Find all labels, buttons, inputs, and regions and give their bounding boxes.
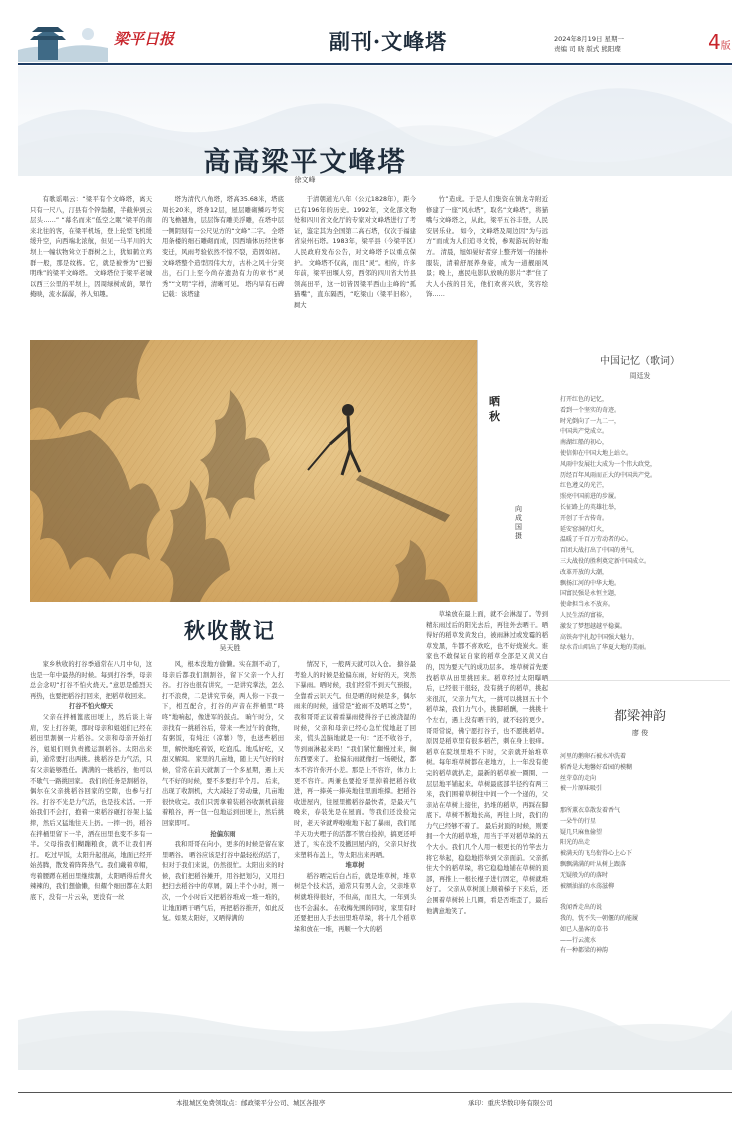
poem-line: 我闻香走出的说 <box>560 904 603 912</box>
poem-line: 使信仰在中国大地上站立。 <box>560 449 633 457</box>
page-number-value: 4 <box>708 30 721 54</box>
landscape-decoration-bottom <box>18 960 732 1070</box>
poem-line: 绿水青山唱出了华夏大地的美丽。 <box>560 644 651 652</box>
poem-line: 我的，恍不失一朝偃的的能履 <box>560 914 639 922</box>
poem-line: 丝芽草的走向 <box>560 774 597 782</box>
poem-line: 开创了千古传奇。 <box>560 514 609 522</box>
article1-column-4 <box>426 195 548 301</box>
poem-line: 被一片原味吸引 <box>560 785 603 793</box>
footer-printer: 承印：重庆华数印务有限公司 <box>468 1099 553 1107</box>
article1-text-4: 竹”造成。于是人们集资在镇龙寺附近修建了一座“风水塔”，取名“文峰塔”，将猫嘴与文峰塔之，从此，梁平五谷丰登，人民安居乐业。 如今，文峰塔及周边因“为与远方”而成为人们追寻文悦，参观游玩的好地方。 清晨，旭如晏好者穿上整齐划一的抽朴服装，清着舒展养身姿，成为一道靓丽风景；晚上，惠民电影队放映的影片“孝”住了大人小孩的目光，他们欢喜兴欣，笑容绘饰…… <box>426 196 548 299</box>
article2-column-1 <box>30 660 152 904</box>
poem-line: 那所薰衣草散发着香气 <box>560 806 621 814</box>
poem-line <box>560 795 730 806</box>
poem-line: 高铁奔宇扎起中国强大魅力， <box>560 633 639 641</box>
poem1-genre: （歌词） <box>640 356 680 367</box>
article2-author: 吴天胜 <box>219 644 241 652</box>
poem-line: 被满天的飞鸟衔得心上心下 <box>560 850 633 858</box>
poem-line: 飘扬江河的中华大地。 <box>560 579 621 587</box>
poem-line: 照亮中国前进的步履。 <box>560 493 621 501</box>
poem-line: 疑几只麻鱼偷望 <box>560 828 603 836</box>
poem-line: 国富民强是永恒主题， <box>560 590 621 598</box>
header-meta <box>554 34 714 54</box>
poem-line: 历经百年风雨而正大的中国共产党。 <box>560 471 657 479</box>
article1-text-3: 于清朝道光八年（公元1828年），距今已有196年的历史。1992年，文化部文物处和四川省文化厅的专家对文峰塔进行了考证，鉴定其为全国第二高石塔，仅次于福建省泉州石塔。1983年，梁平县（今梁平区）人民政府发布公告，对文峰塔予以重点保护。 文峰塔不仅高，而且“灵”。相传，许多年前，梁平田堰人穷，西邻的四川省大竹县领高田平，这一切皆因梁平西山主峰的“孤猫嘴”，直东隔西，“吃梁山（梁平旧称），屙大 <box>294 196 416 309</box>
poem-line: 河里的鹅卵石被水冲洗着 <box>560 753 627 760</box>
poem-line: 激发了梦想越越平稳翼。 <box>560 622 627 630</box>
poem-line: 延安窑洞的灯火， <box>560 525 609 533</box>
poem1-title <box>550 352 730 367</box>
article2-subhead-2: 抢偏东雨 <box>210 830 236 838</box>
article1-column-3 <box>294 195 416 312</box>
article2-column-2 <box>162 660 284 925</box>
article2-subhead-1: 打谷不怕火燎天 <box>68 703 114 711</box>
poem1-author: 周廷发 <box>629 372 651 380</box>
poem-line: 改革开放的大潮， <box>560 568 609 576</box>
drying-grain-photo <box>30 340 477 602</box>
article2-title: 秋收散记 <box>184 618 276 643</box>
article2-text-2b: 我和哥哥在向小，更多的时候是留在家里晒谷。 晒谷应该是打谷中最轻松的活了，但对于我们来说，仍然很忙。太阳出来的时候，我们把稻谷摊开，用谷把划匀，又用扫把扫去稻谷中的草屑，隔上半个小时，则一次，一个小时后又把稻谷堆成一堆一堆的，让地面晒干晒气后，再把稻谷推开，如此反复。如果太阳好，又晒得满的 <box>162 841 284 923</box>
poem-line: 温暖了千百万劳动者的心。 <box>560 536 633 544</box>
section-title: 副刊·文峰塔 <box>328 29 448 54</box>
poem-duliang <box>550 705 730 957</box>
footer-distribution: 本报城区免费领取点：邮政梁平分公司、城区各报亭 <box>176 1099 326 1107</box>
article2-text-3a: 情况下，一般两天就可以入仓。 搪谷最考验人的时候是抢偏东雨，好好的天，突然下暴雨。晒时候，我们经常不到天气预报，全靠看云识天气。但是晒的时候是多，偶尔雨来的时候，通常是“抢雨不及晒耳之势”，我和哥哥正议着看暴雨使得谷子已被浇湿的时候，父亲和母亲已经心急忙慌地赶了回来，慌头盖脑地就是一句：“还不收谷子，等到雨淋起来吗！”我们紧忙翻慢过来，搁东西要来了。 抢偏东雨就像打一场硬仗，都本不容许你开小差。那是上不容许，体力上更不容许。两兼也要抢牙里掉着把稻谷收进，再一捧英一捧英地往里面堆撑。把稻谷收进屋内，往屋里搬稻谷最快者，是最天气晚来，春装先是在屋面。等我们还没捡完时，老天爷就哗啦啦地下起了暴雨，我们尾半天功夫哩子的活都不管白捡掉，搞更还呼进了，实在没不及撤回屋内的，父亲只好找来塑料布盖上，等太阳出来再晒。 <box>294 661 416 859</box>
article1-text-2: 塔为清代八角塔，塔高35.68米，塔底周长20米，塔身12层，屋层雕砌鳞巧考究的飞檐翘角，层层饰有雕美浮雕，在塔中层一侧阴刻有一公尺见方的“文峰”二字。 全塔用条楼的细石雕砌而成，因西墙体历经世事变迁，风雨考验依然不惊不裂，造固如初。 文峰塔整个造型因伟大方，古朴之风十分突出，石门上至今尚存遗劲有力的章书“灵秀”“文明”字样，清晰可见。 塔内旱有石碑记载：该塔建 <box>162 196 284 299</box>
photo-credit: 向成国 摄 <box>515 505 522 540</box>
article2-text-4a: 草垛放在最上面，就不会淋湿了。等到精东雨过后的阳光去后，再往外去晒干。晒得好的稻草发黄发白，被雨淋过或发霉的稻草发黑，牛都不喜欢吃，也不好烧炭火。谁家也不敢保证自家的稻草全部是又黄又白的，因为要天气的成功层多。 堆草树首先要找稻草从田里挑回来。稻草经过太阳曝晒后，已经很干很轻，没有挑子的稻草，挑起来很沉，父亲力气大，一挑可以挑回五十个稻草垛，我们力气小，挑脚稻酬，一挑挑十个左右，遇上没有晒干的，就不轻的更少。 哥哥常说，佛宁愿打谷子，也不愿挑稻草。原因是稻草里有很多稻芒，刺在身上很痒。 稻草在院坝里堆不下时，父亲就开始堆草树。每年堆草树都在老地方，上一年没有使完的稻草就扒走，最新的稻草被一圈圈、一层层地平铺起来。草树最底部半径约有两三米，我们围着草树往中间一个一个递的，父亲站在草树上接住，扔堆的稻草，再踩在脚底下。草树不断地长高，再往上时，我们的力气已经够不着了。 最后封顶的时候，则要拥一个大的稻草堆，用当于平对稻草垛的五个大小。我们几个人用一根更长的竹竿去力将它举起，稳稳地搭举到父亲面前。父亲抓住大个的稻草垛，将它稳稳地铺在草树的顶部，再推上一根长棍子进行固定，草树就堆好了。 父亲从草树顶上顺着梯子下来后，还会围着草树转上几圈，看是否堆歪了，最后他满意地笑了。 <box>426 611 548 915</box>
poem-line: 南湖红船的初心， <box>560 439 609 447</box>
photo-caption-panel <box>477 340 531 602</box>
poem-line: 如已人墨客的草书 <box>560 925 609 933</box>
photo-title: 晒秋 <box>489 395 500 423</box>
poem-line: 时光倒向了一九二一， <box>560 417 621 425</box>
poem-line: 长征路上的英雄壮举， <box>560 503 621 511</box>
poem-line: 三大战役的胜利奠定新中国成立。 <box>560 557 651 565</box>
poem-line <box>560 892 730 903</box>
poem2-author: 廖 俊 <box>631 729 649 737</box>
poem1-lines <box>550 395 730 654</box>
page-number-suffix: 版 <box>720 41 731 52</box>
poem-line: 风雨中发展壮大成为一个伟大政党， <box>560 460 657 468</box>
poem-line: 飘飘满满的叶从树上跟落 <box>560 860 627 868</box>
article2-text-1a: 家乡秋收的打谷季通常在八月中旬，这也是一年中最热的时候。每到打谷季，母亲总会念叨“打谷不怕火烧天。”意思是酷烈天再热，也要把稻谷打回来，把稻草收回来。 <box>30 661 152 700</box>
article1-text-1: 有歌谣唱云：“梁平有个文峰塔，离天只有一尺八，汀县有个锌翁摞，半截伸到云层头……” “幕名而来”低空之眠”梁平的南来北往的客，在梁平机场，登上轮型飞机缓缓升空，向西端北浓航，但见一马平川的大坝上一幢状物耸立于群树之上，犹如鹤立鸡群一般，那是纹栋。它，就是被誉为“巴蜀明珠”的梁平文峰塔。 文峰塔位于梁平老城以西三公里的平坝上，因周绿树成荫，翠竹掩映，流水潺潺，荞人知趣。 <box>30 196 152 299</box>
poem-line: 使命担当永不放弃。 <box>560 601 615 609</box>
poem-line: 中国共产党成立。 <box>560 428 609 436</box>
article2-text-2a: 风，根本没地方偷懒。实在割不动了，母亲后都我们割割谷，留下父亲一个人打谷。 打谷也很有讲究，一是讲究掌法，怎么打不浪费，二是讲究节奏，两人你一下我一下，相互配合，打谷的声音在拌桶里“咚咚”地响起，像进军的鼓点。 晌午时分，父亲找有一挑稻谷后，带来一些过午的食物，有粥饭，有炖汪（凉薯）等，也送些稻田里，解快地吃着饭，吃泡瓜。地瓜好吃，又甜又解渴。 家里的几亩地，随上天气好的时候，常常在前天就割了一个多星期，遇上天气不好的时候，要不多要打半个月。 后来，出现了收割机，大大减轻了劳动量，几亩地很快收完。我们只需拿着装稻谷收割机前接着粮谷，再一包一包地运到田埂上，然后挑回家即可。 <box>162 661 284 827</box>
poem-line: 百团大战打出了中国的勇气， <box>560 547 639 555</box>
date-line: 2024年8月19日 星期一 <box>554 35 625 43</box>
poem2-title: 都梁神韵 <box>613 709 666 724</box>
poem-line: 打开红色的记忆， <box>560 396 609 403</box>
masthead <box>18 16 732 62</box>
article1-column-2 <box>162 195 284 301</box>
poem-line: 稻香是大地馨好看园的模糊 <box>560 763 633 771</box>
poem-line: 阳光的出走 <box>560 839 591 847</box>
poem-line: 人民生活的富裕， <box>560 611 609 619</box>
article2-column-3 <box>294 660 416 935</box>
article1-title: 高高梁平文峰塔 <box>203 147 407 178</box>
paper-name: 梁平日报 <box>114 30 175 48</box>
poem-line: 无疑般为的的落时 <box>560 871 609 879</box>
poem1-title-text: 中国记忆 <box>600 356 640 367</box>
poem-line: 看到一个坚实的奇迹。 <box>560 406 621 414</box>
poem2-lines <box>550 752 730 957</box>
poem-china-memory <box>550 352 730 654</box>
poem-line: 被额油油的水荡滋柳 <box>560 882 615 890</box>
footer-rule <box>18 1092 732 1093</box>
poem-line: 一朵牛的行星 <box>560 817 597 825</box>
article1-column-1 <box>30 195 152 301</box>
poem-line: ——行云流水 <box>560 936 597 944</box>
article2-text-3b: 稻谷晒完后白占后，就是堆草树，堆草树是个技术活，通常只有男人会，父亲堆草树就堆得很好，不但高，而且大，一年到头也不会漏水。 在收梅先围的同时，家里有时还要把田人手去田里堆草垛，将十几个稻草垛和放在一堆，再顺一个大的稻 <box>294 872 416 933</box>
article2-column-4 <box>426 610 548 917</box>
poem-divider <box>548 680 730 681</box>
article2-text-1b: 父亲在拌桶篦底田埂上，然后谈上寄肩，安上打谷架，那时母亲和姐姐们已经在稻田里割倒一片稻谷。父亲和母亲开始打谷，姐姐们则负责搬运割稻谷。太阳出来前，通常要打出两挑。挑稻谷是力气活，只有父亲能够胜任。满满的一挑稻谷，他可以不歇气一路挑回家。 我们的任务是割稻谷，偶尔在父亲挑稻谷回家的空隙，也参与打谷。打谷不光是力气活，也是技术活。一开始我们不会打，抱着一束稻谷砸打谷架上猛摔，然后又猛地往天上扔。一摔一扔，稻谷在拌桶里留下一半，洒在田里也变不多有一半。父母指我们糊蹦粮食，就不让我们再打。 吃过早饭，太阳升起很高，地面已经开始蒸腾，散发着阵阵热气。我们戴着草帽，弯着腰蹲在稻田里继续割，太阳晒得后背火辣辣的，我们想偷懒，但耀个细田都在太阳底下，没有一片云朵，更没有一丝 <box>30 713 152 902</box>
poem-line: 红色遵义的光芒， <box>560 482 609 490</box>
editors-line: 责编 司 晓 版式 熊阳璨 <box>554 45 621 53</box>
poem-line: 有一种都梁的神韵 <box>560 947 609 955</box>
article1-author: 徐文峰 <box>294 176 316 184</box>
page-number <box>708 30 731 54</box>
header-rule <box>18 63 732 65</box>
article2-subhead-3: 堆草树 <box>345 862 365 870</box>
